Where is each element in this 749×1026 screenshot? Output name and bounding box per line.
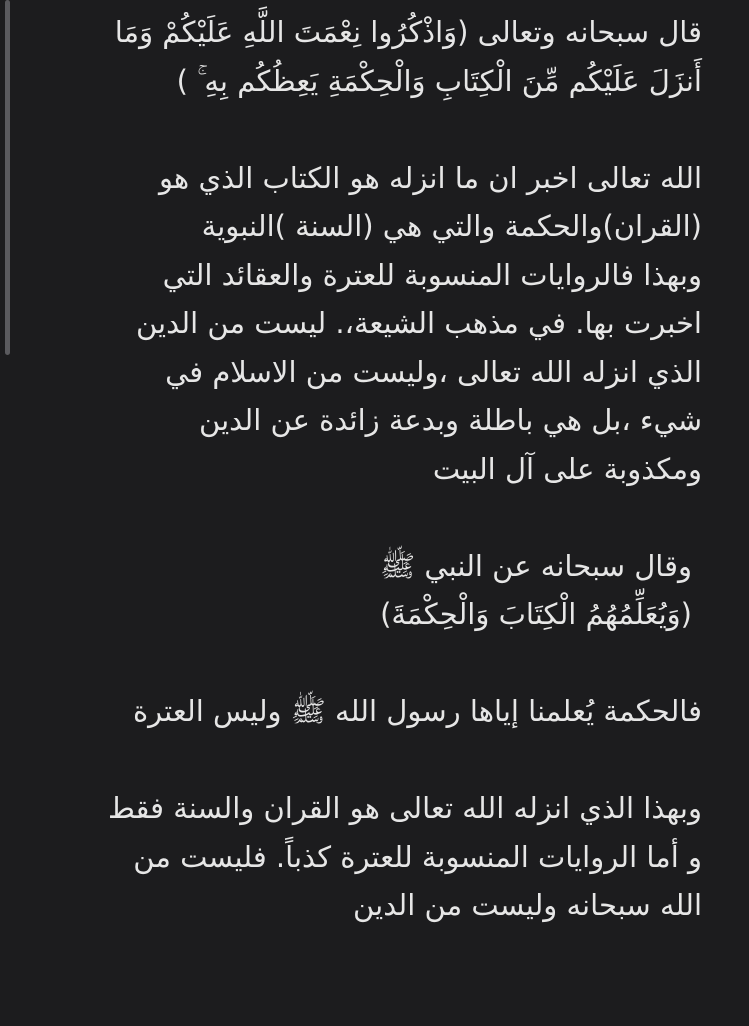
paragraph-prophet-verse bbox=[62, 542, 702, 639]
text-line: (وَيُعَلِّمُهُمُ الْكِتَابَ وَالْحِكْمَةَ) bbox=[380, 597, 692, 631]
text-line: قال سبحانه وتعالى (وَاذْكُرُوا نِعْمَتَ اللَّهِ عَلَيْكُمْ وَمَا bbox=[114, 15, 702, 49]
text-line: الله سبحانه وليست من الدين bbox=[353, 888, 702, 922]
paragraph-explanation bbox=[62, 154, 702, 494]
vertical-scrollbar[interactable] bbox=[5, 0, 10, 355]
text-line: ومكذوبة على آل البيت bbox=[432, 451, 702, 486]
text-line: الذي انزله الله تعالى ،وليست من الاسلام في bbox=[165, 354, 702, 389]
text-line: فالحكمة يُعلمنا إياها رسول الله ﷺ وليس العترة bbox=[132, 694, 702, 728]
text-line: الله تعالى اخبر ان ما انزله هو الكتاب الذي هو bbox=[158, 160, 702, 195]
text-line: وبهذا فالروايات المنسوبة للعترة والعقائد التي bbox=[162, 257, 702, 292]
text-line: شيء ،بل هي باطلة وبدعة زائدة عن الدين bbox=[199, 403, 702, 437]
text-line: أَنزَلَ عَلَيْكُم مِّنَ الْكِتَابِ وَالْحِكْمَةِ يَعِظُكُم بِهِ ۚ ) bbox=[176, 63, 702, 98]
text-line: (القران)والحكمة والتي هي (السنة )النبوية bbox=[201, 209, 702, 243]
text-line: وقال سبحانه عن النبي ﷺ bbox=[380, 548, 692, 583]
text-line: وبهذا الذي انزله الله تعالى هو القران والسنة فقط bbox=[107, 791, 702, 825]
paragraph-conclusion bbox=[62, 784, 702, 930]
note-body[interactable] bbox=[62, 8, 702, 978]
text-line: و أما الروايات المنسوبة للعترة كذباً. فليست من bbox=[133, 839, 702, 874]
text-line: اخبرت بها. في مذهب الشيعة،. ليست من الدين bbox=[135, 306, 702, 340]
paragraph-verse-intro bbox=[62, 8, 702, 105]
paragraph-wisdom bbox=[62, 687, 702, 736]
